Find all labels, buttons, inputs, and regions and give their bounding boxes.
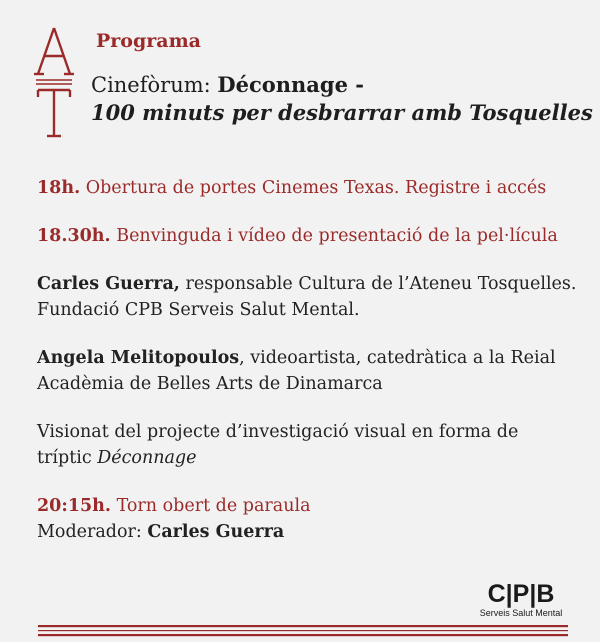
moderator-label: Moderador:	[37, 522, 142, 542]
speaker-item	[37, 271, 577, 323]
event-subtitle: 100 minuts per desbrarrar amb Tosquelles	[91, 100, 593, 125]
speaker-item	[37, 345, 577, 397]
program-time: 18.30h.	[37, 226, 111, 246]
program-text: Benvinguda i vídeo de presentació de la pel·lícula	[116, 226, 558, 246]
screening-title: Déconnage	[97, 448, 197, 468]
program-time: 18h.	[37, 178, 81, 198]
film-title: Déconnage -	[217, 72, 364, 97]
event-title	[91, 71, 593, 127]
cpb-logo-letters: C|P|B	[487, 580, 555, 608]
program-item	[37, 175, 577, 201]
speaker-name: Angela Melitopoulos	[37, 348, 240, 368]
cpb-logo-subtitle: Serveis Salut Mental	[479, 608, 563, 618]
screening-text: Visionat del projecte d’investigació visual en forma de tríptic	[37, 422, 519, 468]
speaker-role: responsable Cultura de l’Ateneu Tosquelles. Fundació CPB Serveis Salut Mental.	[37, 274, 577, 320]
speaker-role: , videoartista, catedràtica a la Reial Acadèmia de Belles Arts de Dinamarca	[37, 348, 556, 394]
program-text: Obertura de portes Cinemes Texas. Registre i accés	[85, 178, 547, 198]
moderator-name: Carles Guerra	[147, 522, 285, 542]
program-time: 20:15h.	[37, 496, 111, 516]
title-prefix: Cinefòrum:	[91, 73, 218, 97]
event-title-line1	[91, 71, 593, 99]
decorative-border	[38, 624, 568, 638]
program-text: Torn obert de paraula	[116, 496, 311, 516]
closing-item	[37, 493, 577, 545]
at-logo	[34, 24, 74, 142]
screening-item	[37, 419, 577, 471]
program-content	[37, 175, 577, 567]
closing-line	[37, 493, 577, 519]
program-item	[37, 223, 577, 249]
cpb-logo	[474, 577, 568, 621]
section-label: Programa	[96, 30, 201, 52]
moderator-line	[37, 519, 577, 545]
speaker-name: Carles Guerra,	[37, 274, 180, 294]
